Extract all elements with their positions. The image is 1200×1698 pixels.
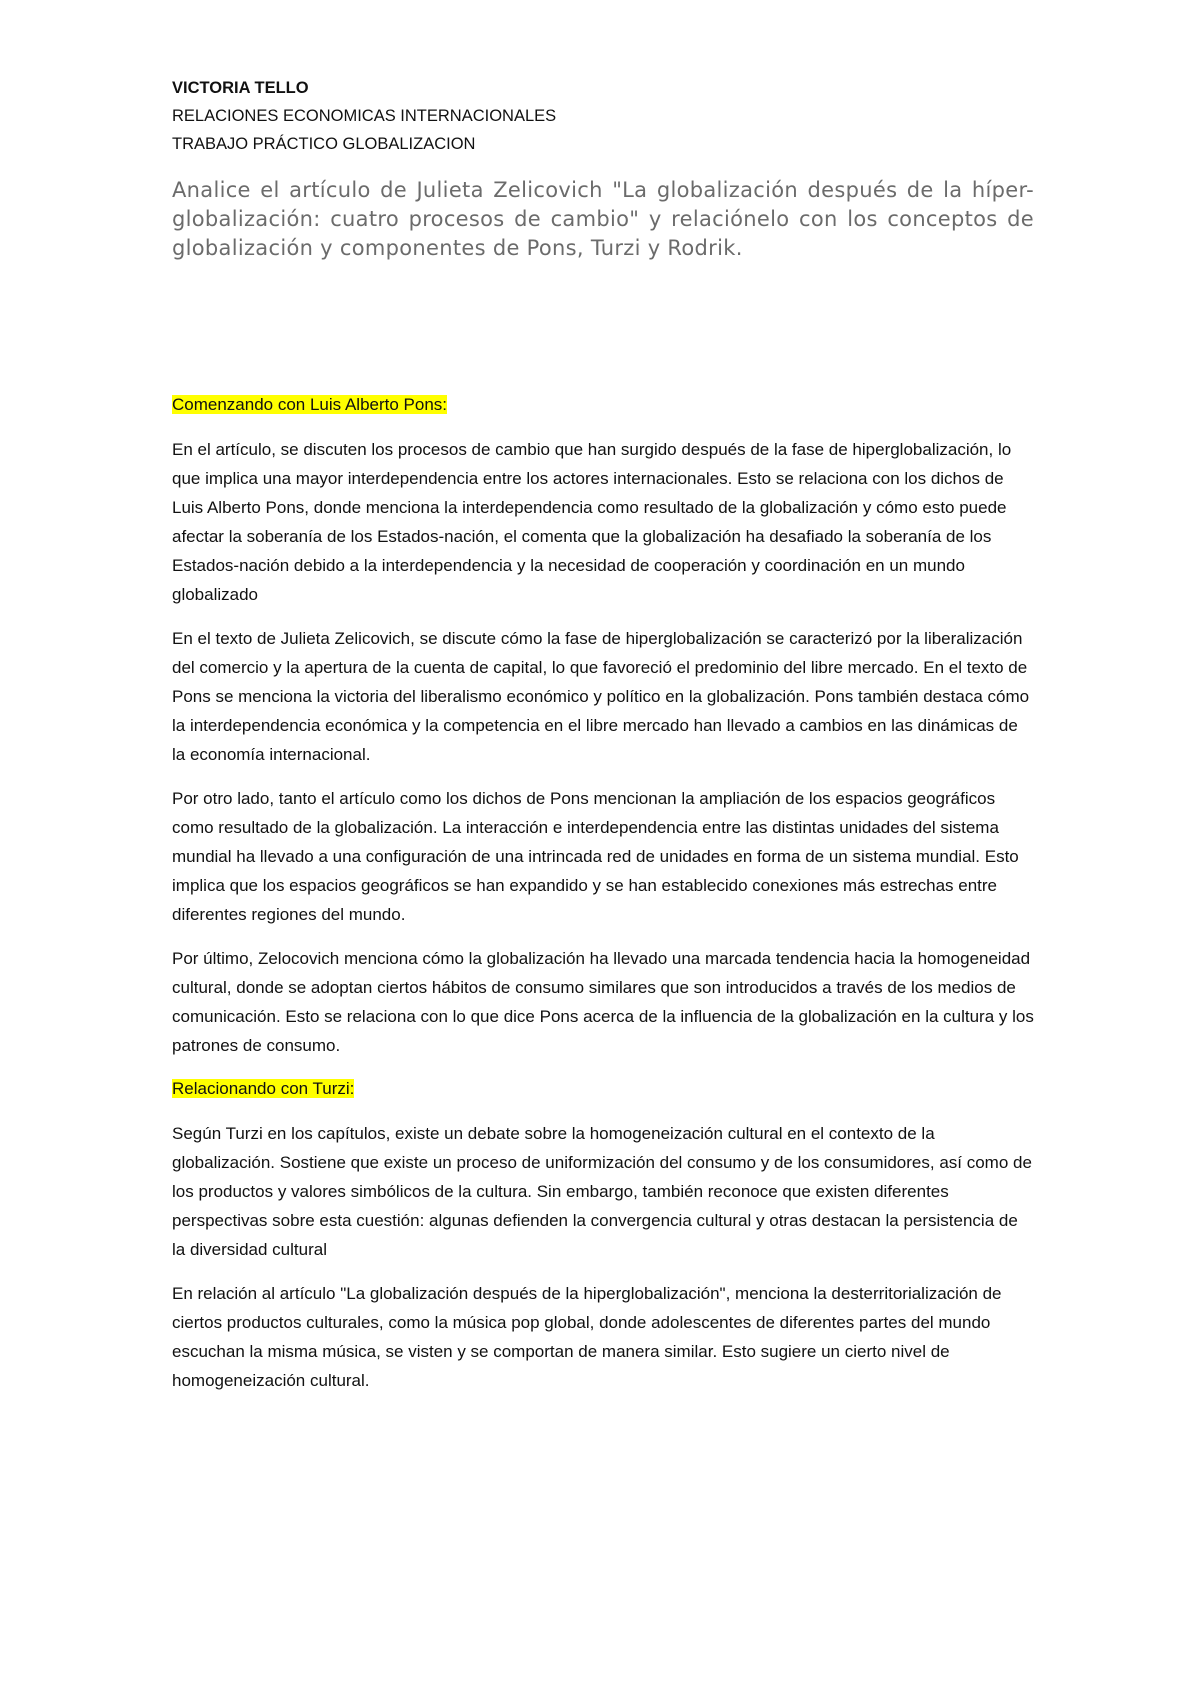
- assignment-title: TRABAJO PRÁCTICO GLOBALIZACION: [172, 135, 476, 153]
- highlighted-heading-turzi: Relacionando con Turzi:: [172, 1079, 355, 1098]
- highlighted-heading-pons: Comenzando con Luis Alberto Pons:: [172, 395, 448, 414]
- paragraph: En el artículo, se discuten los procesos de cambio que han surgido después de la fase de hiperglobalización, lo que implica una mayor interdependencia entre los actores internacionales. Esto se relaciona con los dichos de Luis Alberto Pons, donde menciona la interdependencia como resultado de la globalización y cómo esto puede afectar la soberanía de los Estados-nación, el comenta que la globalización ha desafiado la soberanía de los Estados-nación debido a la interdependencia y la necesidad de cooperación y coordinación en un mundo globalizado: [172, 440, 1012, 604]
- course-name: RELACIONES ECONOMICAS INTERNACIONALES: [172, 107, 557, 125]
- paragraph: Según Turzi en los capítulos, existe un debate sobre la homogeneización cultural en el contexto de la globalización. Sostiene que existe un proceso de uniformización del consumo y de los consumidores, así como de los productos y valores simbólicos de la cultura. Sin embargo, también reconoce que existen diferentes perspectivas sobre esta cuestión: algunas defienden la convergencia cultural y otras destacan la persistencia de la diversidad cultural: [172, 1124, 1032, 1259]
- author-name: VICTORIA TELLO: [172, 79, 309, 97]
- section-title-pons: [172, 391, 1034, 419]
- section-title-turzi: [172, 1075, 1034, 1103]
- paragraph: En el texto de Julieta Zelicovich, se discute cómo la fase de hiperglobalización se caracterizó por la liberalización del comercio y la apertura de la cuenta de capital, lo que favoreció el predominio del libre mercado. En el texto de Pons se menciona la victoria del liberalismo económico y político en la globalización. Pons también destaca cómo la interdependencia económica y la competencia en el libre mercado han llevado a cambios en las dinámicas de la economía internacional.: [172, 629, 1030, 764]
- paragraph: Por último, Zelocovich menciona cómo la globalización ha llevado una marcada tendencia hacia la homogeneidad cultural, donde se adoptan ciertos hábitos de consumo similares que son introducidos a través de los medios de comunicación. Esto se relaciona con lo que dice Pons acerca de la influencia de la globalización en la cultura y los patrones de consumo.: [172, 949, 1034, 1055]
- assignment-prompt: Analice el artículo de Julieta Zelicovich "La globalización después de la híper-globalización: cuatro procesos de cambio" y relaciónelo con los conceptos de globalización y componentes de Pons, Turzi y Rodrik.: [172, 178, 1034, 260]
- paragraph: En relación al artículo "La globalización después de la hiperglobalización", menciona la desterritorialización de ciertos productos culturales, como la música pop global, donde adolescentes de diferentes partes del mundo escuchan la misma música, se visten y se comportan de manera similar. Esto sugiere un cierto nivel de homogeneización cultural.: [172, 1284, 1002, 1390]
- paragraph: Por otro lado, tanto el artículo como los dichos de Pons mencionan la ampliación de los espacios geográficos como resultado de la globalización. La interacción e interdependencia entre las distintas unidades del sistema mundial ha llevado a una configuración de una intrincada red de unidades en forma de un sistema mundial. Esto implica que los espacios geográficos se han expandido y se han establecido conexiones más estrechas entre diferentes regiones del mundo.: [172, 789, 1019, 924]
- document-page: [172, 74, 1034, 1395]
